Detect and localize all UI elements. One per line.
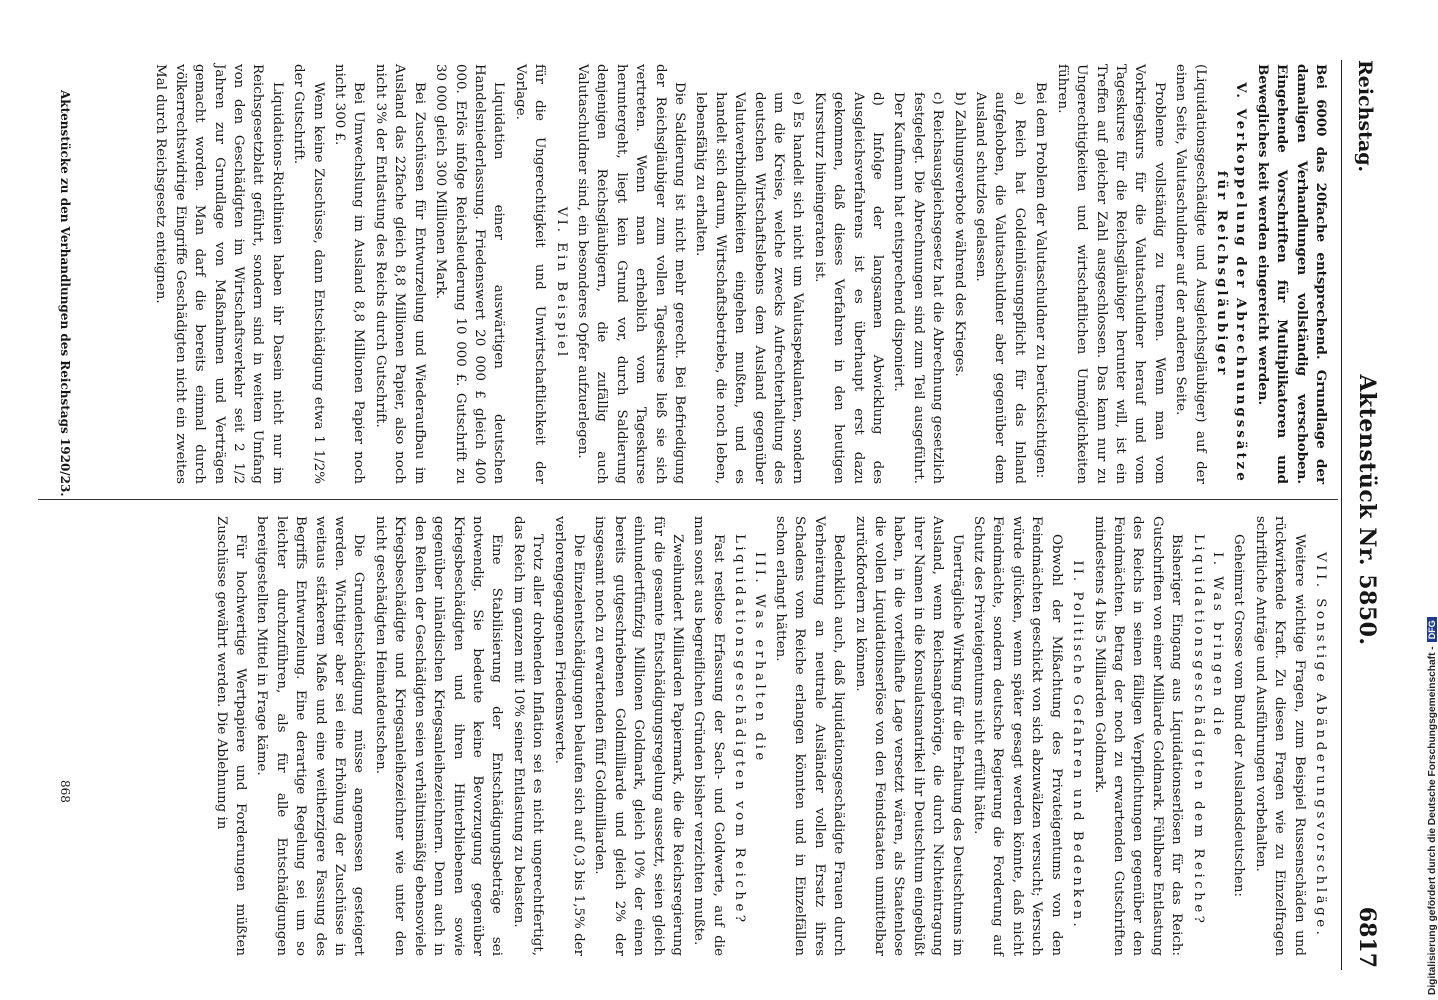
paragraph: Die Grundentschädigung müsse angemessen gesteigert werden. Wichtiger aber sei eine Erhöhung der Zuschüsse in weitaus stärkerem Maße und eine weitherzigere Fassung des Begriffs Entwurzelung. Eine derartige Regelung sei um so leichter durchzuführen, als für alle Entschädigungen bereitgestellten Mittel in Frage käme.: [254, 516, 367, 956]
paragraph: Die Saldierung ist nicht mehr gerecht. Bei Befriedigung der Reichsgläubiger zum vollen Tageskurse ließ sie sich vertreten. Wenn man erheblich vom Tageskurse heruntergeht, liegt kein Grund vor, durch Saldierung denjenigen Reichsgläubigern, die zufällig auch Valutaschuldner sind, ein besonderes Opfer aufzuerlegen.: [574, 64, 687, 484]
paragraph: Bei Zuschüssen für Entwurzelung und Wiederaufbau im Ausland das 22fache gleich 8,8 Millionen Papier, also noch nicht 3% der Entlastung des Reichs durch Gutschrift.: [372, 64, 427, 484]
section-heading: I. Was bringen die Liquidationsgeschädigten dem Reiche?: [1190, 534, 1225, 927]
right-column: [209, 516, 1330, 956]
header-institution: Reichstag.: [1354, 60, 1376, 173]
left-column: [149, 64, 1330, 484]
paragraph: Fast restlose Erfassung der Sach- und Goldwerte, auf die man sonst aus begreiflichen Gründen bisher verzichten mußte.: [691, 516, 726, 956]
paragraph: Eine Stabilisierung der Entschädigungsbeträge sei notwendig. Sie bedeute keine Bevorzugung gegenüber Kriegsbeschädigten und ihren Hinterbliebenen sowie gegenüber inländischen Kriegsanleihezeichnern. Denn auch in den Reihen der Geschädigten seien verhältnismäßig ebensoviele Kriegsbeschädigte und Kriegsanleihezeichner wie unter den nicht geschädigten Heimatdeutschen.: [372, 516, 505, 956]
footer-page-number: 868: [58, 780, 72, 803]
page-header: [1340, 0, 1390, 1000]
paragraph: Die Einzelentschädigungen belaufen sich auf 0,3 bis 1,5% der verlorengegangenen Friedenswerte.: [551, 516, 586, 956]
paragraph: Liquidation einer auswärtigen deutschen Handelsniederlassung. Friedenswert 20 000 £ gleich 400 000. Erlös infolge Reichsleuderung 10 000 £. Gutschrift zu 30 000 gleich 300 Millionen Mark.: [433, 64, 507, 484]
list-item: e) Es handelt sich nicht um Valutaspekulanten, sondern um die Kreise, welche zwecks Aufrechterhaltung des deutschen Wirtschaftslebens dem Ausland gegenüber Valutaverbindlichkeiten eingehen mußten, und es handelt sich darum, Wirtschaftsbetriebe, die noch leben, lebensfähig zu erhalten.: [693, 92, 806, 484]
header-document-number: Aktenstück Nr. 5850.: [1354, 374, 1380, 646]
paragraph: Unerträgliche Wirkung für die Erhaltung des Deutschtums im Ausland, wenn Reichsangehörige, die durch Nichteintragung ihrer Namen in die Konsulatsmatrikel ihr Deutschtum eingebüßt haben, in die vorteilhafte Lage versetzt wären, als Staatenlose die vollen Liquidationserlöse von den Feindstaaten unmittelbar zurückfordern zu können.: [852, 516, 965, 956]
paragraph: Bisheriger Eingang aus Liquidationserlösen für das Reich: Gutschriften von einer Milliarde Goldmark. Fühlbare Entlastung des Reichs in seinen fälligen Verpflichtungen gegenüber den Feindmächten. Betrag der noch zu erwartenden Gutschriften mindestens 4 bis 5 Milliarden Goldmark.: [1091, 516, 1185, 956]
header-page-number: 6817: [1354, 906, 1380, 968]
list-item: d) Infolge der langsamen Abwicklung des Ausgleichsverfahrens ist es überhaupt erst dazu gekommen, daß dieses Verfahren in den heutigen Kurssturz hineingeraten ist.: [811, 92, 886, 484]
list-item: c) Reichsausgleichsgesetz hat die Abrechnung gesetzlich festgelegt. Die Abrechnungen sind zum Teil ausgeführt. Der Kaufmann hat entsprechend disponiert.: [891, 92, 946, 484]
paragraph: Für hochwertige Wertpapiere und Forderungen müßten Zuschüsse gewährt werden. Die Ablehnung in: [213, 516, 249, 956]
dfg-logo-badge: DFG: [1427, 617, 1437, 642]
paragraph: Wenn keine Zuschüsse, dann Entschädigung etwa 1 1/2% der Gutschrift.: [291, 64, 326, 484]
credit-text: Digitalisierung gefördert durch die Deutsche Forschungsgemeinschaft -: [1427, 646, 1438, 995]
paragraph: Liquidations-Richtlinien haben ihr Dasein nicht nur im Reichsgesetzblatt geführt, sondern sind in weitem Umfang von den Geschädigten im Wirtschaftsverkehr seit 2 1/2 Jahren zur Grundlage von Maßnahmen und Verträgen gemacht worden. Man darf die bereits einmal durch völkerrechtswidrige Eingriffe Geschädigten nicht ein zweites Mal durch Reichsgesetz enteignen.: [153, 64, 285, 484]
digitization-credit: [1427, 5, 1438, 995]
list-item: b) Zahlungsverbote während des Krieges.: [951, 92, 967, 377]
paragraph: Bei 6000 das 20fache entsprechend. Grundlage der damaligen Verhandlungen vollständig verschoben. Eingehende Vorschriften für Multiplikatoren und Bewegliches keit werden eingereicht werden.: [1254, 64, 1329, 484]
header-rule: [1341, 60, 1342, 970]
paragraph: Zweihundert Milliarden Papiermark, die die Reichsregierung für die gesamte Entschädigungsregelung aussetzt, seien gleich einhundertfünfzig Millionen Goldmark, gleich 10% der einen bereits gutgeschriebenen Goldmilliarde und gleich 2% der insgesamt noch zu erwartenden fünf Goldmilliarden.: [592, 516, 685, 956]
speaker-line: Geheimrat Grosse vom Bund der Auslandsdeutschen:: [1231, 534, 1247, 897]
section-heading: V. Verkoppelung der Abrechnungssätze für Reichsgläubiger: [1213, 82, 1250, 484]
paragraph: Bedenklich auch, daß liquidationsgeschädigte Frauen durch Verheiratung an neutrale Ausländer vollen Ersatz ihres Schadens vom Reiche erlangen könnten und in Einzelfällen schon erlangt hätten.: [773, 516, 847, 956]
paragraph: Bei dem Problem der Valutaschuldner zu berücksichtigen:: [1033, 82, 1049, 479]
paragraph: (Liquidationsgeschädigte und Ausgleichsgläubiger) auf der einen Seite, Valutaschuldner auf der anderen Seite.: [1173, 64, 1208, 484]
footer-source: Aktenstücke zu den Verhandlungen des Reichstags 1920/23.: [58, 90, 72, 497]
section-heading: VII. Sonstige Abänderungsvorschläge.: [1313, 552, 1328, 939]
paragraph: Obwohl der Mißachtung des Privateigentums von den Feindmächten geschickt von sich abzuwälzen versucht; Versuch würde glücken, wenn später gesagt werden könnte, daß nicht Feindmächte, sondern deutsche Regierung die Forderung auf Schutz des Privateigentums nicht erfüllt hätte.: [971, 516, 1064, 956]
section-heading: III. Was erhalten die Liquidationsgeschädigten vom Reiche?: [732, 534, 767, 926]
paragraph: Trotz aller drohenden Inflation sei es nicht ungerechtfertigt, das Reich im ganzen mit 10% seiner Entlastung zu belasten.: [510, 516, 546, 956]
list-item: a) Reich hat Goldeinlösungspflicht für das Inland aufgehoben, die Valutaschuldner aber gegenüber dem Ausland schutzlos gelassen.: [973, 92, 1027, 484]
column-divider: [38, 499, 1338, 500]
paragraph: Probleme vollständig zu trennen. Wenn man vom Vorkriegskurs für die Valutaschuldner herauf und vom Tageskurse für die Reichsgläubiger herunter will, ist ein Treffen auf gleicher Zahl ausgeschlossen. Das kann nur zu Ungerechtigkeiten und wirtschaftlichen Unmöglichkeiten führen.: [1054, 64, 1167, 484]
paragraph: für die Ungerechtigkeit und Unwirtschaftlichkeit der Vorlage.: [512, 64, 548, 484]
section-heading: VI. Ein Beispiel: [553, 206, 569, 360]
section-heading: II. Politische Gefahren und Bedenken.: [1070, 560, 1086, 930]
paragraph: Bei Umwechslung im Ausland 8,8 Millionen Papier noch nicht 300 £.: [332, 64, 367, 484]
paragraph: Weitere wichtige Fragen, zum Beispiel Russenschäden und rückwirkende Kraft. Zu diesen Fragen wie zu Einzelfragen schriftliche Anträge und Ausführungen vorbehalten.: [1252, 516, 1307, 956]
